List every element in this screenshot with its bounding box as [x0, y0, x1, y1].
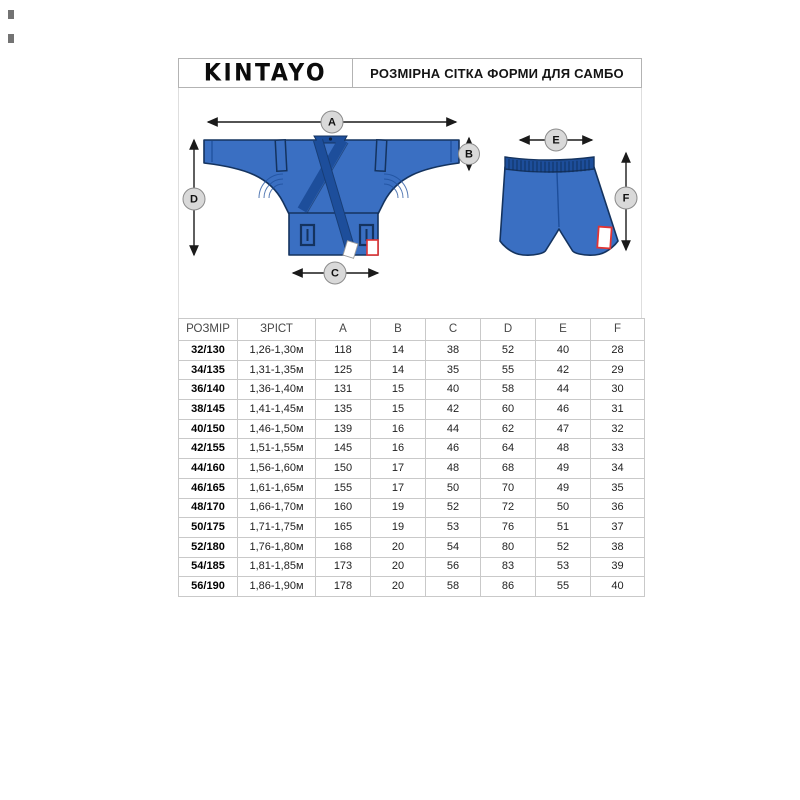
- measure-cell: 51: [536, 518, 591, 538]
- table-row: [179, 360, 645, 380]
- measure-cell: 33: [591, 439, 645, 459]
- measure-cell: 35: [591, 478, 645, 498]
- measure-cell: 55: [481, 360, 536, 380]
- measure-cell: 178: [316, 577, 371, 597]
- table-row: [179, 459, 645, 479]
- measure-arrow-e: [520, 129, 592, 151]
- size-cell: 52/180: [179, 537, 238, 557]
- page-artifact: [8, 34, 14, 43]
- height-cell: 1,56-1,60м: [238, 459, 316, 479]
- height-cell: 1,81-1,85м: [238, 557, 316, 577]
- table-row: [179, 380, 645, 400]
- measure-cell: 168: [316, 537, 371, 557]
- measure-cell: 135: [316, 400, 371, 420]
- measure-cell: 16: [371, 439, 426, 459]
- measure-cell: 14: [371, 341, 426, 361]
- size-cell: 56/190: [179, 577, 238, 597]
- height-cell: 1,66-1,70м: [238, 498, 316, 518]
- size-cell: 50/175: [179, 518, 238, 538]
- measure-cell: 52: [426, 498, 481, 518]
- measure-cell: 54: [426, 537, 481, 557]
- measure-cell: 139: [316, 419, 371, 439]
- measure-cell: 150: [316, 459, 371, 479]
- measure-cell: 52: [481, 341, 536, 361]
- height-cell: 1,51-1,55м: [238, 439, 316, 459]
- column-header: C: [426, 319, 481, 341]
- measure-cell: 155: [316, 478, 371, 498]
- svg-text:E: E: [552, 134, 560, 147]
- measure-cell: 86: [481, 577, 536, 597]
- measure-cell: 34: [591, 459, 645, 479]
- measure-cell: 42: [426, 400, 481, 420]
- measure-cell: 60: [481, 400, 536, 420]
- column-header: E: [536, 319, 591, 341]
- measure-cell: 40: [426, 380, 481, 400]
- table-row: [179, 518, 645, 538]
- measure-cell: 37: [591, 518, 645, 538]
- measure-cell: 125: [316, 360, 371, 380]
- measure-cell: 72: [481, 498, 536, 518]
- table-row: [179, 400, 645, 420]
- size-cell: 32/130: [179, 341, 238, 361]
- size-cell: 34/135: [179, 360, 238, 380]
- shorts-diagram: [499, 115, 649, 280]
- brand-logo-cell: [179, 59, 353, 87]
- height-cell: 1,26-1,30м: [238, 341, 316, 361]
- svg-text:A: A: [328, 116, 336, 129]
- table-row: [179, 439, 645, 459]
- measure-cell: 53: [536, 557, 591, 577]
- measure-arrow-f: [615, 153, 637, 250]
- table-row: [179, 478, 645, 498]
- page-title: РОЗМІРНА СІТКА ФОРМИ ДЛЯ САМБО: [370, 65, 624, 81]
- measure-cell: 15: [371, 400, 426, 420]
- measure-cell: 14: [371, 360, 426, 380]
- column-header: ЗРІСТ: [238, 319, 316, 341]
- jacket-diagram: [181, 98, 481, 298]
- table-row: [179, 341, 645, 361]
- height-cell: 1,86-1,90м: [238, 577, 316, 597]
- measure-cell: 17: [371, 459, 426, 479]
- size-table: [178, 318, 645, 597]
- measure-cell: 32: [591, 419, 645, 439]
- size-table-section: [178, 318, 644, 597]
- page-artifact: [8, 10, 14, 19]
- column-header: B: [371, 319, 426, 341]
- measure-cell: 131: [316, 380, 371, 400]
- table-row: [179, 419, 645, 439]
- measure-cell: 19: [371, 518, 426, 538]
- measure-cell: 29: [591, 360, 645, 380]
- measure-cell: 39: [591, 557, 645, 577]
- measure-cell: 49: [536, 459, 591, 479]
- table-row: [179, 577, 645, 597]
- measure-cell: 38: [591, 537, 645, 557]
- measure-cell: 160: [316, 498, 371, 518]
- size-cell: 42/155: [179, 439, 238, 459]
- measure-cell: 52: [536, 537, 591, 557]
- diagram-section: [178, 88, 642, 318]
- title-cell: [353, 59, 641, 87]
- measure-cell: 55: [536, 577, 591, 597]
- size-cell: 46/165: [179, 478, 238, 498]
- measure-arrow-b: [459, 138, 480, 170]
- measure-cell: 64: [481, 439, 536, 459]
- measure-cell: 30: [591, 380, 645, 400]
- measure-cell: 20: [371, 557, 426, 577]
- size-cell: 36/140: [179, 380, 238, 400]
- height-cell: 1,46-1,50м: [238, 419, 316, 439]
- measure-cell: 36: [591, 498, 645, 518]
- measure-cell: 40: [536, 341, 591, 361]
- svg-text:D: D: [190, 193, 198, 206]
- table-row: [179, 557, 645, 577]
- size-cell: 54/185: [179, 557, 238, 577]
- svg-text:B: B: [465, 148, 473, 161]
- measure-cell: 53: [426, 518, 481, 538]
- jacket-drawing: [204, 136, 459, 258]
- measure-arrow-a: [208, 111, 456, 133]
- brand-tag: [597, 227, 611, 249]
- measure-cell: 118: [316, 341, 371, 361]
- column-header: РОЗМІР: [179, 319, 238, 341]
- measure-cell: 83: [481, 557, 536, 577]
- measure-arrow-c: [293, 262, 378, 284]
- measure-cell: 28: [591, 341, 645, 361]
- height-cell: 1,61-1,65м: [238, 478, 316, 498]
- brand-logo: KINTAYO: [203, 59, 328, 87]
- measure-arrow-d: [183, 140, 205, 255]
- table-header-row: [179, 319, 645, 341]
- measure-cell: 48: [536, 439, 591, 459]
- measure-cell: 35: [426, 360, 481, 380]
- header-band: [178, 58, 642, 88]
- measure-cell: 56: [426, 557, 481, 577]
- measure-cell: 80: [481, 537, 536, 557]
- measure-cell: 46: [426, 439, 481, 459]
- size-cell: 38/145: [179, 400, 238, 420]
- measure-cell: 46: [536, 400, 591, 420]
- measure-cell: 62: [481, 419, 536, 439]
- measure-cell: 173: [316, 557, 371, 577]
- measure-cell: 50: [536, 498, 591, 518]
- measure-cell: 38: [426, 341, 481, 361]
- measure-cell: 42: [536, 360, 591, 380]
- size-cell: 44/160: [179, 459, 238, 479]
- measure-cell: 40: [591, 577, 645, 597]
- height-cell: 1,31-1,35м: [238, 360, 316, 380]
- height-cell: 1,41-1,45м: [238, 400, 316, 420]
- measure-cell: 16: [371, 419, 426, 439]
- column-header: F: [591, 319, 645, 341]
- belt-loop: [301, 225, 314, 245]
- measure-cell: 58: [481, 380, 536, 400]
- measure-cell: 44: [536, 380, 591, 400]
- measure-cell: 76: [481, 518, 536, 538]
- height-cell: 1,76-1,80м: [238, 537, 316, 557]
- height-cell: 1,36-1,40м: [238, 380, 316, 400]
- size-cell: 48/170: [179, 498, 238, 518]
- measure-cell: 165: [316, 518, 371, 538]
- size-cell: 40/150: [179, 419, 238, 439]
- brand-tag: [367, 240, 378, 255]
- table-row: [179, 498, 645, 518]
- measure-cell: 58: [426, 577, 481, 597]
- table-row: [179, 537, 645, 557]
- measure-cell: 44: [426, 419, 481, 439]
- measure-cell: 70: [481, 478, 536, 498]
- svg-text:F: F: [622, 192, 630, 205]
- measure-cell: 68: [481, 459, 536, 479]
- measure-cell: 20: [371, 537, 426, 557]
- column-header: D: [481, 319, 536, 341]
- measure-cell: 48: [426, 459, 481, 479]
- measure-cell: 50: [426, 478, 481, 498]
- measure-cell: 47: [536, 419, 591, 439]
- measure-cell: 20: [371, 577, 426, 597]
- height-cell: 1,71-1,75м: [238, 518, 316, 538]
- shorts-drawing: [500, 157, 618, 255]
- measure-cell: 49: [536, 478, 591, 498]
- measure-cell: 31: [591, 400, 645, 420]
- column-header: A: [316, 319, 371, 341]
- measure-cell: 19: [371, 498, 426, 518]
- svg-text:C: C: [331, 267, 339, 280]
- measure-cell: 145: [316, 439, 371, 459]
- measure-cell: 15: [371, 380, 426, 400]
- measure-cell: 17: [371, 478, 426, 498]
